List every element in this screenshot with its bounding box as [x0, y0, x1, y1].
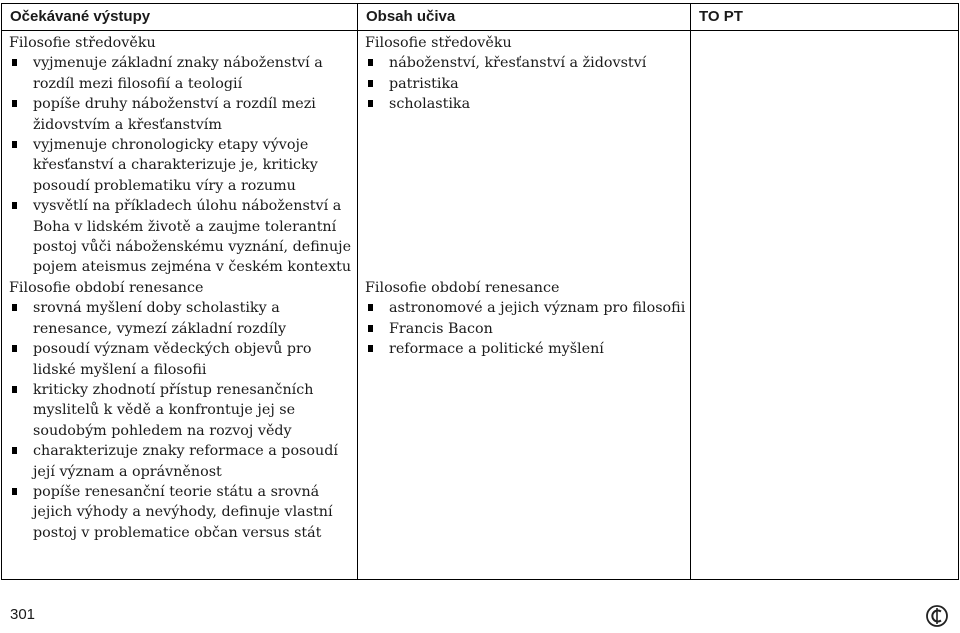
page-number: 301 — [10, 606, 36, 623]
list-item-text: Francis Bacon — [389, 320, 493, 337]
list-item — [9, 53, 353, 94]
bullet-icon — [12, 202, 17, 209]
list-item — [9, 482, 353, 543]
curriculum-table — [1, 3, 959, 580]
list-item-text: srovná myšlení doby scholastiky a renesance, vymezí základní rozdíly — [33, 300, 287, 337]
list-item-text: vyjmenuje základní znaky náboženství a rozdíl mezi filosofií a teologií — [33, 55, 323, 92]
bullet-icon — [368, 80, 373, 87]
header-row — [2, 4, 959, 31]
list-item-text: patristika — [389, 75, 459, 92]
bullet-icon — [12, 304, 17, 311]
list-item-text: vysvětlí na příkladech úlohu náboženství a Boha v lidském životě a zaujme tolerantní postoj vůči náboženskému vyznání, definuje pojem ateismus zejména v českém kontextu — [33, 198, 352, 276]
list-item — [9, 380, 353, 441]
list-item — [9, 135, 353, 196]
bullet-icon — [368, 345, 373, 352]
list-item-text: vyjmenuje chronologicky etapy vývoje křesťanství a charakterizuje je, kriticky posoudí problematiku víry a rozumu — [33, 137, 318, 194]
outcomes-cell — [2, 31, 358, 580]
list-item — [365, 53, 686, 73]
bullet-icon — [12, 345, 17, 352]
bullet-icon — [12, 488, 17, 495]
list-item-text: popíše renesanční teorie státu a srovná jejich výhody a nevýhody, definuje vlastní postoj v problematice občan versus stát — [33, 483, 333, 541]
list-item — [365, 319, 686, 339]
content-content — [358, 31, 690, 360]
bullet-icon — [12, 100, 17, 107]
outcomes-content — [2, 31, 357, 543]
bullet-list — [9, 53, 353, 277]
section-heading: Filosofie středověku — [365, 35, 512, 51]
list-item-text: popíše druhy náboženství a rozdíl mezi židovstvím a křesťanstvím — [33, 96, 316, 133]
list-item — [9, 339, 353, 380]
list-item — [365, 298, 686, 318]
bullet-icon — [12, 386, 17, 393]
list-item — [9, 441, 353, 482]
list-item-text: náboženství, křesťanství a židovství — [389, 55, 647, 72]
bullet-list — [365, 298, 686, 359]
bullet-icon — [368, 325, 373, 332]
list-item-text: kriticky zhodnotí přístup renesančních myslitelů k vědě a konfrontuje jej se soudobým pohledem na rozvoj vědy — [33, 381, 314, 439]
list-item — [365, 94, 686, 114]
bullet-icon — [12, 59, 17, 66]
list-item-text: charakterizuje znaky reformace a posoudí její význam a oprávněnost — [33, 443, 338, 480]
column-header-outcomes: Očekávané výstupy — [2, 4, 358, 31]
bullet-list — [9, 298, 353, 543]
section-heading: Filosofie středověku — [9, 35, 156, 51]
section-heading: Filosofie období renesance — [9, 279, 204, 296]
publisher-logo-icon — [925, 604, 949, 628]
to-pt-cell — [691, 31, 959, 580]
list-item — [9, 196, 353, 278]
body-row — [2, 31, 959, 580]
bullet-icon — [368, 304, 373, 311]
column-header-content: Obsah učiva — [358, 4, 691, 31]
list-item — [365, 74, 686, 94]
list-item — [9, 94, 353, 135]
section-heading: Filosofie období renesance — [365, 279, 560, 296]
bullet-icon — [12, 141, 17, 148]
list-item-text: scholastika — [389, 96, 471, 113]
list-item — [9, 298, 353, 339]
list-item-text: posoudí význam vědeckých objevů pro lidské myšlení a filosofii — [33, 341, 312, 378]
list-item-text: reformace a politické myšlení — [389, 341, 604, 358]
bullet-icon — [368, 100, 373, 107]
list-item-text: astronomové a jejich význam pro filosofii — [389, 300, 686, 317]
column-header-to-pt: TO PT — [691, 4, 959, 31]
list-item — [365, 339, 686, 359]
bullet-list — [365, 53, 686, 114]
bullet-icon — [12, 447, 17, 454]
bullet-icon — [368, 59, 373, 66]
content-cell — [358, 31, 691, 580]
